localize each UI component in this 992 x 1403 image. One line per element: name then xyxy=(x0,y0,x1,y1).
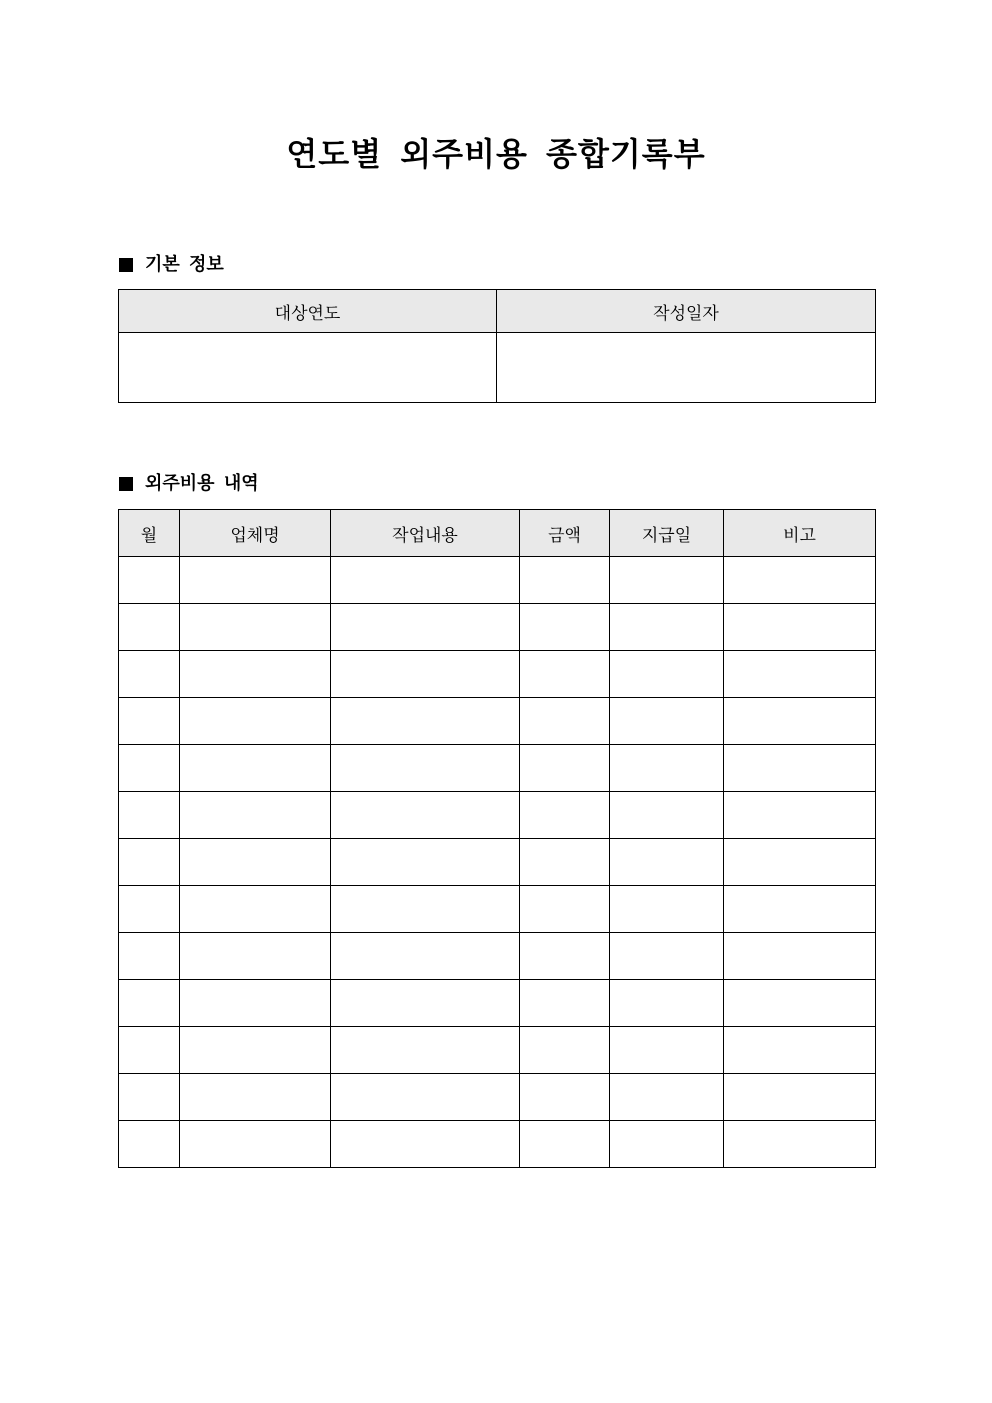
basic-info-header-row xyxy=(119,290,876,333)
remarks-cell[interactable] xyxy=(724,933,876,980)
vendor-cell[interactable] xyxy=(180,980,331,1027)
written-date-field[interactable] xyxy=(497,333,876,403)
payment-date-cell[interactable] xyxy=(610,980,724,1027)
header-written-date: 작성일자 xyxy=(497,290,876,333)
work-description-cell[interactable] xyxy=(331,933,520,980)
vendor-cell[interactable] xyxy=(180,1074,331,1121)
payment-date-cell[interactable] xyxy=(610,839,724,886)
vendor-cell[interactable] xyxy=(180,557,331,604)
work-description-cell[interactable] xyxy=(331,1027,520,1074)
header-target-year: 대상연도 xyxy=(119,290,497,333)
table-row xyxy=(119,1027,876,1074)
payment-date-cell[interactable] xyxy=(610,933,724,980)
amount-cell[interactable] xyxy=(520,1074,610,1121)
table-row xyxy=(119,1074,876,1121)
payment-date-cell[interactable] xyxy=(610,1074,724,1121)
payment-date-cell[interactable] xyxy=(610,604,724,651)
table-row xyxy=(119,839,876,886)
cost-details-heading-label: 외주비용 내역 xyxy=(145,473,259,494)
vendor-cell[interactable] xyxy=(180,886,331,933)
amount-cell[interactable] xyxy=(520,980,610,1027)
header-vendor: 업체명 xyxy=(180,510,331,557)
header-amount: 금액 xyxy=(520,510,610,557)
basic-info-value-row xyxy=(119,333,876,403)
vendor-cell[interactable] xyxy=(180,698,331,745)
table-row xyxy=(119,651,876,698)
month-cell[interactable] xyxy=(119,604,180,651)
month-cell[interactable] xyxy=(119,698,180,745)
basic-info-heading-label: 기본 정보 xyxy=(145,254,224,275)
month-cell[interactable] xyxy=(119,933,180,980)
remarks-cell[interactable] xyxy=(724,1121,876,1168)
month-cell[interactable] xyxy=(119,792,180,839)
basic-info-heading xyxy=(119,253,224,277)
payment-date-cell[interactable] xyxy=(610,1027,724,1074)
month-cell[interactable] xyxy=(119,886,180,933)
remarks-cell[interactable] xyxy=(724,604,876,651)
payment-date-cell[interactable] xyxy=(610,651,724,698)
table-row xyxy=(119,886,876,933)
work-description-cell[interactable] xyxy=(331,886,520,933)
payment-date-cell[interactable] xyxy=(610,557,724,604)
remarks-cell[interactable] xyxy=(724,1074,876,1121)
work-description-cell[interactable] xyxy=(331,1074,520,1121)
table-row xyxy=(119,557,876,604)
square-bullet-icon xyxy=(119,477,133,491)
month-cell[interactable] xyxy=(119,745,180,792)
remarks-cell[interactable] xyxy=(724,698,876,745)
payment-date-cell[interactable] xyxy=(610,1121,724,1168)
vendor-cell[interactable] xyxy=(180,745,331,792)
month-cell[interactable] xyxy=(119,1027,180,1074)
page-title: 연도별 외주비용 종합기록부 xyxy=(286,135,706,173)
remarks-cell[interactable] xyxy=(724,792,876,839)
payment-date-cell[interactable] xyxy=(610,698,724,745)
table-row xyxy=(119,980,876,1027)
table-row xyxy=(119,933,876,980)
table-row xyxy=(119,1121,876,1168)
vendor-cell[interactable] xyxy=(180,1121,331,1168)
remarks-cell[interactable] xyxy=(724,886,876,933)
amount-cell[interactable] xyxy=(520,651,610,698)
header-remarks: 비고 xyxy=(724,510,876,557)
payment-date-cell[interactable] xyxy=(610,886,724,933)
table-row xyxy=(119,745,876,792)
remarks-cell[interactable] xyxy=(724,651,876,698)
basic-info-table xyxy=(118,289,876,403)
cost-header-row xyxy=(119,510,876,557)
work-description-cell[interactable] xyxy=(331,651,520,698)
amount-cell[interactable] xyxy=(520,792,610,839)
month-cell[interactable] xyxy=(119,1121,180,1168)
month-cell[interactable] xyxy=(119,1074,180,1121)
amount-cell[interactable] xyxy=(520,933,610,980)
vendor-cell[interactable] xyxy=(180,1027,331,1074)
work-description-cell[interactable] xyxy=(331,1121,520,1168)
vendor-cell[interactable] xyxy=(180,933,331,980)
remarks-cell[interactable] xyxy=(724,1027,876,1074)
payment-date-cell[interactable] xyxy=(610,745,724,792)
month-cell[interactable] xyxy=(119,651,180,698)
remarks-cell[interactable] xyxy=(724,839,876,886)
header-work-description: 작업내용 xyxy=(331,510,520,557)
amount-cell[interactable] xyxy=(520,1121,610,1168)
table-row xyxy=(119,604,876,651)
remarks-cell[interactable] xyxy=(724,745,876,792)
vendor-cell[interactable] xyxy=(180,604,331,651)
month-cell[interactable] xyxy=(119,980,180,1027)
table-row xyxy=(119,792,876,839)
work-description-cell[interactable] xyxy=(331,604,520,651)
cost-details-table xyxy=(118,509,876,1168)
header-payment-date: 지급일 xyxy=(610,510,724,557)
remarks-cell[interactable] xyxy=(724,557,876,604)
vendor-cell[interactable] xyxy=(180,792,331,839)
remarks-cell[interactable] xyxy=(724,980,876,1027)
amount-cell[interactable] xyxy=(520,745,610,792)
work-description-cell[interactable] xyxy=(331,698,520,745)
vendor-cell[interactable] xyxy=(180,651,331,698)
amount-cell[interactable] xyxy=(520,604,610,651)
amount-cell[interactable] xyxy=(520,698,610,745)
amount-cell[interactable] xyxy=(520,1027,610,1074)
month-cell[interactable] xyxy=(119,557,180,604)
work-description-cell[interactable] xyxy=(331,980,520,1027)
month-cell[interactable] xyxy=(119,839,180,886)
table-row xyxy=(119,698,876,745)
work-description-cell[interactable] xyxy=(331,839,520,886)
work-description-cell[interactable] xyxy=(331,792,520,839)
header-month: 월 xyxy=(119,510,180,557)
square-bullet-icon xyxy=(119,258,133,272)
work-description-cell[interactable] xyxy=(331,745,520,792)
target-year-field[interactable] xyxy=(119,333,497,403)
amount-cell[interactable] xyxy=(520,886,610,933)
payment-date-cell[interactable] xyxy=(610,792,724,839)
cost-details-heading xyxy=(119,472,259,496)
amount-cell[interactable] xyxy=(520,557,610,604)
amount-cell[interactable] xyxy=(520,839,610,886)
vendor-cell[interactable] xyxy=(180,839,331,886)
work-description-cell[interactable] xyxy=(331,557,520,604)
